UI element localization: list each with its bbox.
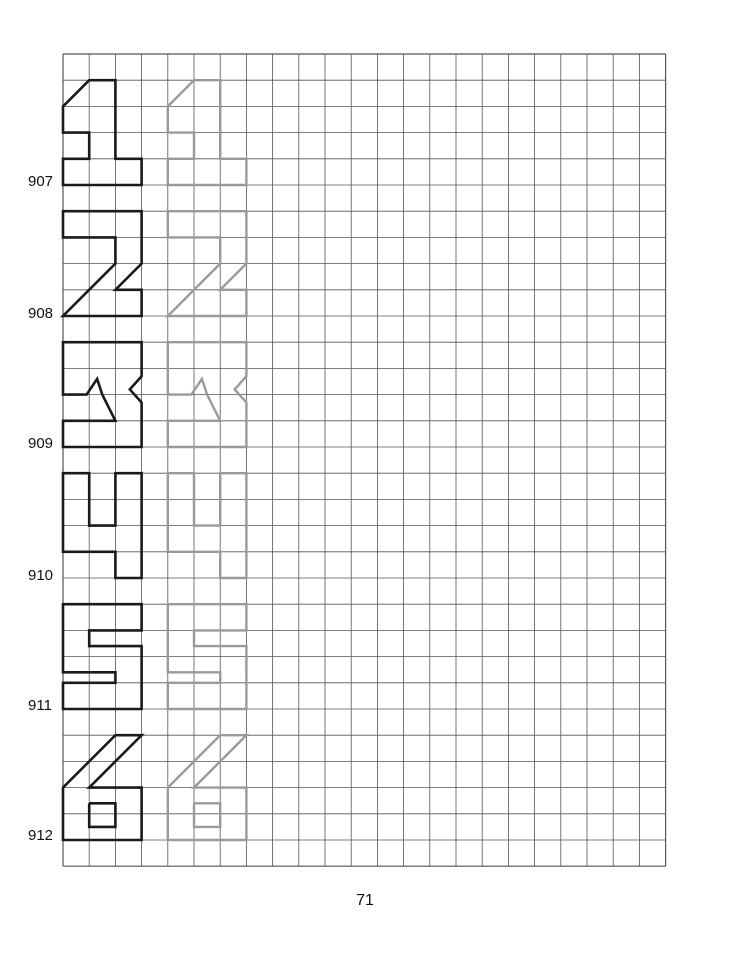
exercise-number-911: 911 [28, 697, 52, 714]
digit-patterns [63, 80, 246, 840]
exercise-number-907: 907 [28, 173, 54, 190]
exercise-number-910: 910 [28, 567, 54, 584]
exercise-number-909: 909 [28, 435, 54, 452]
grid-paper [63, 54, 666, 866]
digit-inner-outline [194, 803, 220, 827]
page-number: 71 [356, 892, 374, 909]
exercise-number-908: 908 [28, 305, 54, 322]
digit-inner-outline [89, 803, 115, 827]
exercise-number-912: 912 [28, 827, 54, 844]
